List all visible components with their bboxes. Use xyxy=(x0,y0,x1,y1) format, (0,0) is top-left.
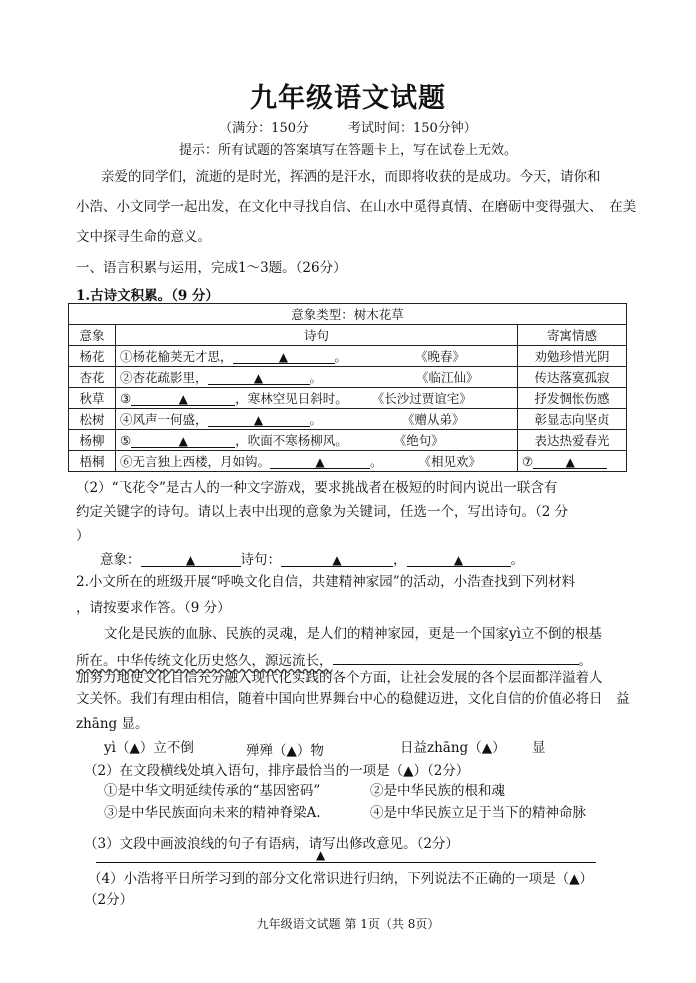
answer-blank[interactable]: ▲ xyxy=(270,454,370,469)
table-cell-image: 松树 xyxy=(69,409,116,430)
poem-label: 诗句： xyxy=(240,552,281,568)
table-cell-poem: ④风声一何盛， ▲ 。 《赠从弟》 xyxy=(116,409,518,430)
answer-blank[interactable]: ▲ xyxy=(131,433,235,448)
poem-source: 《晚春》 xyxy=(415,349,466,364)
intro-line-2: 小浩、小文同学一起出发，在文化中寻找自信、在山水中觅得真情、在磨砺中变得强大、 在美 xyxy=(76,199,637,215)
table-row xyxy=(69,346,627,367)
passage-line-4: 文关怀。我们有理由相信，随着中国向世界舞台中心的稳健迈进，文化自信的价值必将日 益 xyxy=(76,691,630,707)
table-caption: 意象类型：树木花草 xyxy=(69,304,627,325)
q2-2-option-4: ④是中华民族立足于当下的精神命脉 xyxy=(370,805,586,821)
table-row xyxy=(69,451,627,472)
q2-2-stem: （2）在文段横线处填入语句，排序最恰当的一项是（▲）（2分） xyxy=(84,763,470,779)
q2-3-stem: （3）文段中画波浪线的句子有语病，请写出修改意见。（2分） xyxy=(84,836,459,852)
table-row xyxy=(69,388,627,409)
table-cell-emotion: 彰显志向坚贞 xyxy=(518,409,627,430)
page-title: 九年级语文试题 xyxy=(250,83,446,114)
intro-line-1: 亲爱的同学们，流逝的是时光，挥洒的是汗水，而即将收获的是成功。今天，请你和 xyxy=(101,169,601,185)
table-cell-image: 杨花 xyxy=(69,346,116,367)
table-header: 意象 xyxy=(69,325,116,346)
answer-blank-image[interactable]: ▲ xyxy=(141,552,241,567)
q2-2-option-2: ②是中华民族的根和魂 xyxy=(370,783,505,799)
table-header: 诗句 xyxy=(116,325,518,346)
passage-line-1: 文化是民族的血脉、民族的灵魂，是人们的精神家园，更是一个国家yì立不倒的根基 xyxy=(104,626,602,642)
wavy-sentence: 所在。中华传统文化历史悠久，源远流长， xyxy=(76,653,333,669)
answer-blank[interactable]: ▲ xyxy=(533,454,607,469)
answer-blank[interactable]: ▲ xyxy=(208,370,310,385)
table-cell-poem: ⑤ ▲ ，吹面不寒杨柳风。 《绝句》 xyxy=(116,430,518,451)
table-cell-emotion: ⑦ ▲ xyxy=(518,451,627,472)
passage-line-3: 加努力地使文化自信充分融入现代化实践的各个方面，让社会发展的各个层面都洋溢着人 xyxy=(76,670,603,686)
answer-marker: ▲ xyxy=(316,848,326,862)
q2-1-item-c: 日益zhāng（▲） xyxy=(400,740,506,756)
table-row xyxy=(69,409,627,430)
q1-2-answer-row: 意象： ▲ 诗句： ▲ ， ▲ 。 xyxy=(100,552,524,568)
intro-line-3: 文中探寻生命的意义。 xyxy=(76,229,211,245)
q2-1-item-b: 殚殚（▲）物 xyxy=(246,743,324,759)
exam-tip: 提示：所有试题的答案填写在答题卡上，写在试卷上无效。 xyxy=(178,143,517,158)
poem-table xyxy=(68,303,627,472)
q2-1-item-d: 显 xyxy=(532,740,546,756)
poem-source: 《相见欢》 xyxy=(418,454,482,469)
poem-source: 《绝句》 xyxy=(393,433,444,448)
table-cell-image: 杨柳 xyxy=(69,430,116,451)
question-1-heading: 1.古诗文积累。（9 分） xyxy=(76,288,219,304)
answer-blank[interactable]: ▲ xyxy=(131,391,235,406)
q1-2-line-2: 约定关键字的诗句。请以上表中出现的意象为关键词，任选一个，写出诗句。（2 分 xyxy=(76,504,569,520)
table-header: 寄寓情感 xyxy=(518,325,627,346)
q2-2-option-1: ①是中华文明延续传承的“基因密码” xyxy=(104,783,321,799)
q2-line-1: 2.小文所在的班级开展“呼唤文化自信，共建精神家园”的活动，小浩查找到下列材料 xyxy=(76,574,576,590)
passage-line-2: 所在。中华传统文化历史悠久，源远流长， 。 xyxy=(76,649,592,669)
exam-info: （满分：150分 考试时间：150分钟） xyxy=(219,121,477,136)
answer-blank-poem-1[interactable]: ▲ xyxy=(281,552,393,567)
table-cell-emotion: 劝勉珍惜光阴 xyxy=(518,346,627,367)
table-cell-emotion: 传达落寞孤寂 xyxy=(518,367,627,388)
table-cell-emotion: 抒发惆怅伤感 xyxy=(518,388,627,409)
image-label: 意象： xyxy=(100,552,141,568)
poem-source: 《长沙过贾谊宅》 xyxy=(371,391,472,406)
passage-blank[interactable] xyxy=(333,650,579,665)
table-cell-poem: ①杨花榆荚无才思， ▲ 。 《晚春》 xyxy=(116,346,518,367)
q1-2-line-3: ） xyxy=(76,528,90,544)
table-cell-image: 秋草 xyxy=(69,388,116,409)
q2-4-line-2: （2分） xyxy=(84,892,134,908)
q2-4-line-1: （4）小浩将平日所学习到的部分文化常识进行归纳，下列说法不正确的一项是（▲） xyxy=(88,871,593,887)
table-cell-image: 梧桐 xyxy=(69,451,116,472)
poem-source: 《赠从弟》 xyxy=(402,412,465,427)
q2-1-item-a: yì（▲）立不倒 xyxy=(104,740,194,756)
table-cell-poem: ③ ▲ ，寒林空见日斜时。 《长沙过贾谊宅》 xyxy=(116,388,518,409)
q2-2-option-3: ③是中华民族面向未来的精神脊梁A. xyxy=(104,805,321,821)
answer-line[interactable] xyxy=(96,862,596,863)
answer-blank-poem-2[interactable]: ▲ xyxy=(407,552,511,567)
q1-2-line-1: （2）“飞花令”是古人的一种文字游戏，要求挑战者在极短的时间内说出一联含有 xyxy=(76,480,558,496)
table-cell-image: 杏花 xyxy=(69,367,116,388)
table-cell-poem: ②杏花疏影里， ▲ 。 《临江仙》 xyxy=(116,367,518,388)
table-row xyxy=(69,430,627,451)
passage-line-5: zhāng 显。 xyxy=(76,716,149,732)
q2-line-2: ，请按要求作答。（9 分） xyxy=(76,600,231,616)
poem-source: 《临江仙》 xyxy=(416,370,479,385)
section-heading: 一、语言积累与运用，完成1～3题。（26分） xyxy=(76,260,347,276)
table-cell-emotion: 表达热爱春光 xyxy=(518,430,627,451)
answer-blank[interactable]: ▲ xyxy=(208,412,310,427)
page-footer: 九年级语文试题 第 1页（共 8页） xyxy=(256,917,440,931)
answer-blank[interactable]: ▲ xyxy=(233,349,335,364)
table-cell-poem: ⑥无言独上西楼，月如钩。 ▲ 。 《相见欢》 xyxy=(116,451,518,472)
table-row xyxy=(69,367,627,388)
